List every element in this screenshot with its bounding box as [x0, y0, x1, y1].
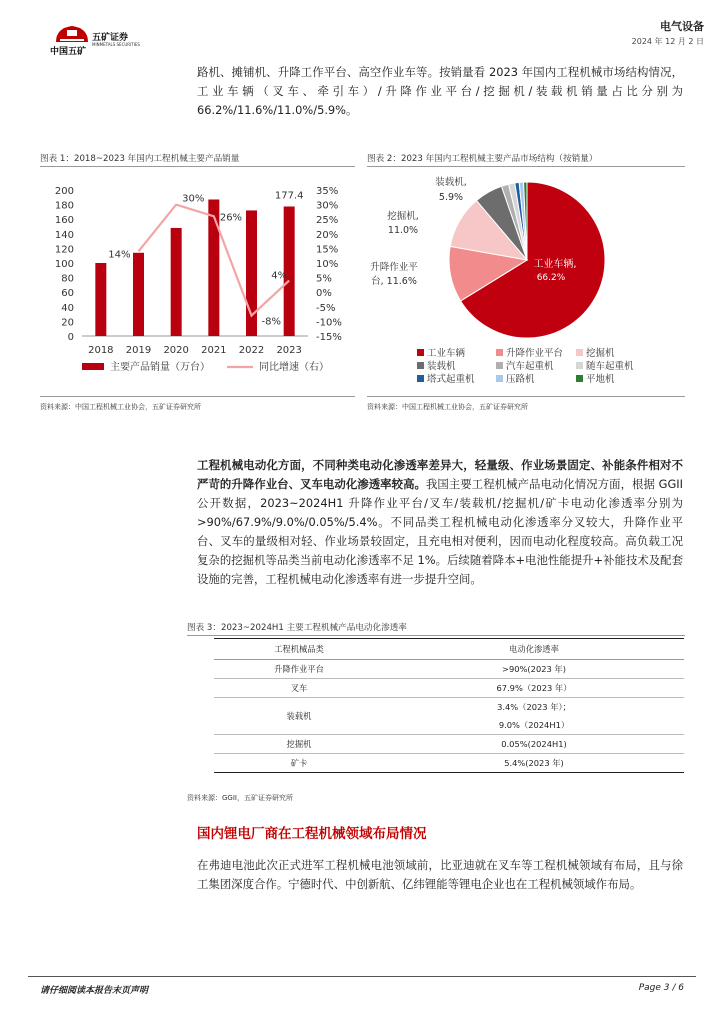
minmetals-emblem-icon: [52, 22, 92, 44]
col-header-category: 工程机械品类: [214, 639, 384, 660]
cell-category: 装载机: [214, 698, 384, 735]
legend-bar-swatch: [82, 363, 104, 370]
legend-label: 工业车辆: [427, 348, 466, 359]
y2-tick-label: -5%: [316, 302, 336, 314]
pie-outer-label-value: 台, 11.6%: [371, 276, 417, 287]
report-date: 2024 年 12 月 2 日: [631, 37, 704, 46]
x-tick-label: 2018: [88, 345, 114, 356]
company-logo: [40, 22, 150, 56]
y2-tick-label: 15%: [316, 244, 339, 256]
y2-tick-label: 25%: [316, 215, 339, 227]
sales-bar: [208, 199, 219, 336]
pie-label-industrial-value: 66.2%: [536, 273, 566, 283]
table3-source: 资料来源：GGII，五矿证券研究所: [187, 794, 293, 802]
y2-tick-label: 0%: [316, 288, 332, 300]
y-tick-label: 180: [54, 200, 74, 212]
cell-category: 挖掘机: [214, 735, 384, 754]
sales-bar: [133, 253, 144, 336]
legend-label: 塔式起重机: [427, 374, 475, 385]
legend-label: 装载机: [427, 361, 456, 372]
legend-label: 汽车起重机: [506, 361, 554, 372]
table-header-row: [214, 639, 684, 660]
table-row: [214, 754, 684, 773]
x-tick-label: 2019: [125, 345, 152, 356]
y-tick-label: 60: [61, 288, 74, 300]
sales-bar: [171, 228, 182, 336]
growth-data-label: 30%: [182, 193, 205, 205]
legend-label: 压路机: [506, 374, 535, 385]
page-number: Page 3 / 6: [638, 983, 684, 993]
table-row: [214, 679, 684, 698]
cell-category: 升降作业平台: [214, 660, 384, 679]
y-tick-label: 160: [54, 215, 74, 227]
fig2-chart: [367, 172, 687, 394]
legend-swatch: [576, 349, 583, 356]
table3-title: 图表 3：2023~2024H1 主要工程机械产品电动化渗透率: [187, 623, 407, 633]
y-tick-label: 40: [61, 302, 74, 314]
table3-title-rule: [187, 635, 685, 636]
legend-label: 随车起重机: [586, 361, 634, 372]
legend-swatch: [576, 375, 583, 382]
fig1-title-rule: [40, 166, 355, 167]
x-tick-label: 2023: [276, 345, 302, 356]
cell-rate: 9.0%（2024H1）: [384, 716, 684, 735]
cell-rate: 0.05%(2024H1): [384, 735, 684, 754]
y2-tick-label: -10%: [316, 317, 342, 329]
y-tick-label: 200: [54, 186, 74, 197]
y-tick-label: 0: [67, 332, 74, 343]
footer-disclaimer: 请仔细阅读本报告末页声明: [40, 986, 149, 996]
ev-penetration-lead: 工程机械电动化方面，不同种类电动化渗透率差异大，轻量级、作业场景固定、补能条件相对不严苛的升降作业台、叉车电动化渗透率较高。: [197, 458, 683, 491]
y2-tick-label: -15%: [316, 332, 342, 343]
legend-label: 平地机: [586, 374, 615, 385]
growth-data-label: 4%: [271, 270, 288, 282]
sales-data-label: 177.4: [274, 190, 304, 202]
legend-swatch: [496, 375, 503, 382]
cell-rate: 67.9%（2023 年）: [384, 679, 684, 698]
legend-swatch: [417, 349, 424, 356]
growth-data-label: 26%: [219, 212, 243, 224]
x-tick-label: 2020: [163, 345, 189, 356]
sales-bar: [95, 263, 106, 336]
growth-data-label: -8%: [261, 316, 281, 328]
fig2-source: 资料来源：中国工程机械工业协会，五矿证券研究所: [367, 403, 528, 411]
col-header-rate: 电动化渗透率: [384, 639, 684, 660]
x-tick-label: 2021: [201, 345, 227, 356]
ev-penetration-body: 我国主要工程机械产品电动化情况方面，根据 GGII 公开数据，2023~2024H1 升降作业平台/叉车/装载机/挖掘机/矿卡电动化渗透率分别为>90%/67.9%/9.0%/0.05%/5.4%。不同品类工程机械电动化渗透率分叉较大，升降作业平台、叉车的量级相对轻、作业场景较固定，且充电相对便利，因而电动化程度较高。高负载工况复杂的挖掘机等品类当前电动化渗透率不足 1%。后续随着降本+电池性能提升+补能技术及配套设施的完善，工程机械电动化渗透率有进一步提升空间。: [197, 477, 683, 586]
legend-line-label: 同比增速（右）: [259, 362, 329, 373]
legend-swatch: [576, 362, 583, 369]
sales-bar: [246, 210, 257, 336]
section-heading: 国内锂电厂商在工程机械领域布局情况: [197, 826, 427, 842]
intro-paragraph: 路机、摊铺机、升降工作平台、高空作业车等。按销量看 2023 年国内工程机械市场结构情况，工业车辆（叉车、牵引车）/升降作业平台/挖掘机/装载机销量占比分别为 66.2%/11.6%/11.0%/5.9%。: [197, 65, 683, 117]
pie-outer-label: 升降作业平: [370, 262, 418, 273]
table-row: [214, 735, 684, 754]
company-name: 五矿证券: [92, 33, 129, 43]
table-row: [214, 660, 684, 679]
growth-data-label: 14%: [108, 249, 131, 261]
legend-swatch: [417, 375, 424, 382]
company-name-en: MINMETALS SECURITIES: [92, 42, 140, 47]
legend-swatch: [496, 349, 503, 356]
pie-outer-label: 装载机,: [435, 177, 467, 188]
y-tick-label: 140: [54, 229, 74, 241]
y2-tick-label: 35%: [316, 186, 339, 197]
legend-bar-label: 主要产品销量（万台）: [110, 362, 210, 373]
group-name: 中国五矿: [50, 47, 87, 57]
legend-label: 挖掘机: [586, 348, 615, 359]
y2-tick-label: 30%: [316, 200, 339, 212]
legend-label: 升降作业平台: [506, 348, 564, 359]
legend-swatch: [496, 362, 503, 369]
fig2-title-rule: [367, 166, 685, 167]
y-tick-label: 100: [54, 259, 74, 270]
y2-tick-label: 20%: [316, 229, 339, 241]
y-tick-label: 120: [54, 244, 74, 256]
x-tick-label: 2022: [238, 345, 265, 356]
y2-tick-label: 5%: [316, 273, 332, 285]
pie-label-industrial: 工业车辆,: [533, 259, 577, 270]
fig1-source: 资料来源：中国工程机械工业协会，五矿证券研究所: [40, 403, 201, 411]
cell-rate: >90%(2023 年): [384, 660, 684, 679]
y-tick-label: 20: [61, 317, 74, 329]
section-paragraph: 在弗迪电池此次正式进军工程机械电池领域前，比亚迪就在叉车等工程机械领域有布局，且与徐工集团深度合作。宁德时代、中创新航、亿纬锂能等锂电企业也在工程机械领域作布局。: [197, 858, 683, 891]
pie-outer-label-value: 5.9%: [438, 192, 464, 203]
cell-rate: 3.4%（2023 年）；: [497, 702, 571, 712]
fig2-title: 图表 2：2023 年国内工程机械主要产品市场结构（按销量）: [367, 154, 598, 164]
ev-penetration-paragraph: [197, 456, 683, 589]
footer-rule: [28, 976, 696, 977]
penetration-table: [214, 638, 684, 773]
cell-category: 叉车: [214, 679, 384, 698]
legend-swatch: [417, 362, 424, 369]
pie-outer-label: 挖掘机,: [387, 211, 419, 222]
fig1-chart: [40, 172, 360, 382]
sector-label: 电气设备: [660, 20, 704, 33]
cell-rate: 5.4%(2023 年): [384, 754, 684, 773]
fig2-source-rule: [367, 396, 685, 397]
cell-category: 矿卡: [214, 754, 384, 773]
table-row: [214, 698, 684, 717]
y2-tick-label: 10%: [316, 259, 339, 270]
fig1-title: 图表 1：2018~2023 年国内工程机械主要产品销量: [40, 154, 240, 164]
y-tick-label: 80: [61, 273, 74, 285]
pie-outer-label-value: 11.0%: [387, 225, 419, 236]
fig1-source-rule: [40, 396, 355, 397]
